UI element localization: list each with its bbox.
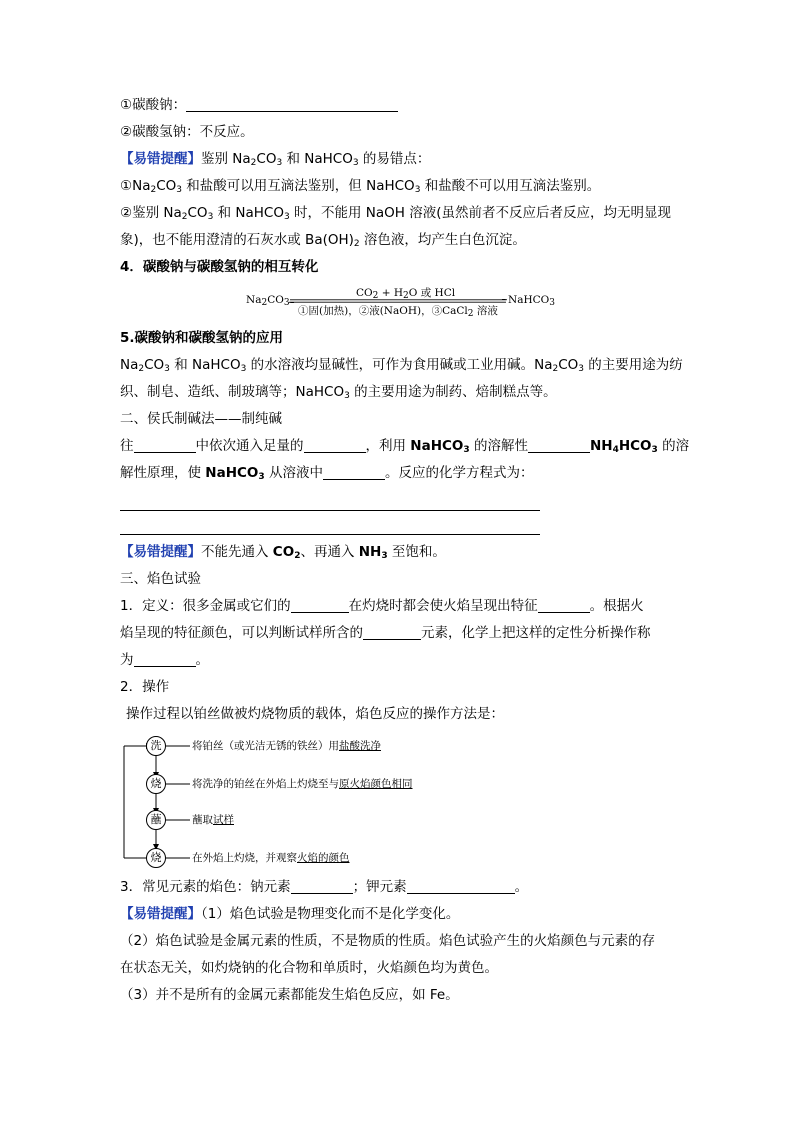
answer-blank[interactable] — [134, 437, 196, 453]
tip-tag: 【易错提醒】 — [120, 544, 201, 560]
answer-blank[interactable] — [291, 597, 349, 613]
tip-hou: 【易错提醒】不能先通入 $CO_2$、再通入 $NH_3$ 至饱和。 — [120, 544, 446, 561]
hou-line-2: 解性原理，使 NaHCO$_3$ 从溶液中 。反应的化学方程式为： — [120, 465, 534, 482]
flow-step-wash-text: 将铂丝（或光洁无锈的铁丝）用盐酸洗净 — [192, 740, 381, 752]
conversion-equation — [246, 285, 678, 319]
tip-identify-a: $①Na_2CO_3$ 和盐酸可以用互滴法鉴别，但 NaHCO$_3$ 和盐酸不可以用互滴法鉴别。 — [120, 178, 601, 195]
answer-blank[interactable] — [323, 464, 385, 480]
answer-blank[interactable] — [538, 597, 590, 613]
definition-line-1: 1．定义：很多金属或它们的 在灼烧时都会使火焰呈现出特征 。根据火 — [120, 598, 644, 614]
hou-process-heading: 二、侯氏制碱法——制纯碱 — [120, 411, 282, 427]
answer-blank[interactable] — [363, 624, 421, 640]
tip-identify: 【易错提醒】鉴别 $Na_2CO_3$ 和 NaHCO$_3$ 的易错点： — [120, 151, 431, 168]
flow-step-dip: 蘸 — [146, 810, 166, 830]
flow-step-observe: 烧 — [146, 848, 166, 868]
equation-answer-line[interactable] — [120, 487, 540, 511]
hou-line-1: 往 中依次通入足量的 ，利用 NaHCO$_3$ 的溶解性 $NH_4HCO_3$ 的溶 — [120, 438, 690, 455]
sodium-carbonate-line: ①碳酸钠： — [120, 92, 678, 119]
sodium-bicarbonate-line: ②碳酸氢钠：不反应。 — [120, 124, 254, 140]
flame-test-heading: 三、焰色试验 — [120, 571, 201, 587]
answer-blank[interactable] — [304, 437, 366, 453]
flame-test-flowchart — [120, 732, 678, 872]
section-5-heading: 5.碳酸钠和碳酸氢钠的应用 — [120, 330, 284, 346]
equation-bottom-condition: ①固(加热)，②液(NaOH)，③CaCl$_2$ 溶液 — [298, 305, 498, 319]
flow-step-wash: 洗 — [146, 736, 166, 756]
flow-step-observe-text: 在外焰上灼烧，并观察火焰的颜色 — [192, 852, 350, 864]
operation-heading: 2．操作 — [120, 679, 170, 695]
definition-line-3: 为 。 — [120, 652, 209, 668]
flow-step-burn-text: 将洗净的铂丝在外焰上灼烧至与原火焰颜色相同 — [192, 778, 413, 790]
answer-blank[interactable] — [528, 437, 590, 453]
flow-step-burn: 烧 — [146, 774, 166, 794]
tip-tag: 【易错提醒】 — [120, 906, 201, 922]
equation-right: NaHCO$_3$ — [508, 294, 555, 308]
tip-flame-2: （2）焰色试验是金属元素的性质，不是物质的性质。焰色试验产生的火焰颜色与元素的存 — [120, 933, 656, 949]
definition-line-2: 焰呈现的特征颜色，可以判断试样所含的 元素，化学上把这样的定性分析操作称 — [120, 625, 651, 641]
answer-blank[interactable] — [186, 96, 398, 112]
tip-identify-c: 象)，也不能用澄清的石灰水或 $Ba(OH)_2$ 溶色液，均产生白色沉淀。 — [120, 232, 526, 249]
answer-blank[interactable] — [407, 878, 515, 894]
tip-identify-b: ②鉴别 $Na_2CO_3$ 和 NaHCO$_3$ 时，不能用 NaOH 溶液(虽然前者不反应后者反应，均无明显现 — [120, 205, 671, 222]
operation-description: 操作过程以铂丝做被灼烧物质的载体，焰色反应的操作方法是： — [126, 706, 504, 722]
equation-top-condition: $CO_2 + H_2O$ 或 HCl — [356, 287, 456, 301]
applications-line-1: $Na_2CO_3$ 和 NaHCO$_3$ 的水溶液均显碱性，可作为食用碱或工业用碱。$Na_2CO_3$ 的主要用途为纺 — [120, 357, 683, 374]
tip-flame-3: 在状态无关，如灼烧钠的化合物和单质时，火焰颜色均为黄色。 — [120, 960, 498, 976]
applications-line-2: 织、制皂、造纸、制玻璃等；NaHCO$_3$ 的主要用途为制药、焙制糕点等。 — [120, 384, 557, 401]
flow-step-dip-text: 蘸取试样 — [192, 814, 234, 826]
answer-blank[interactable] — [291, 878, 353, 894]
tip-tag: 【易错提醒】 — [120, 151, 201, 167]
document-page — [120, 92, 690, 1009]
tip-flame: 【易错提醒】（1）焰色试验是物理变化而不是化学变化。 — [120, 906, 460, 922]
tip-flame-4: （3）并不是所有的金属元素都能发生焰色反应，如 Fe。 — [120, 987, 459, 1003]
equation-answer-line[interactable] — [120, 511, 540, 535]
section-4-heading: 4．碳酸钠与碳酸氢钠的相互转化 — [120, 259, 319, 275]
common-colors-line: 3．常见元素的焰色：钠元素 ；钾元素 。 — [120, 879, 529, 895]
equation-left: $Na_2CO_3$ — [246, 294, 290, 308]
answer-blank[interactable] — [134, 651, 196, 667]
